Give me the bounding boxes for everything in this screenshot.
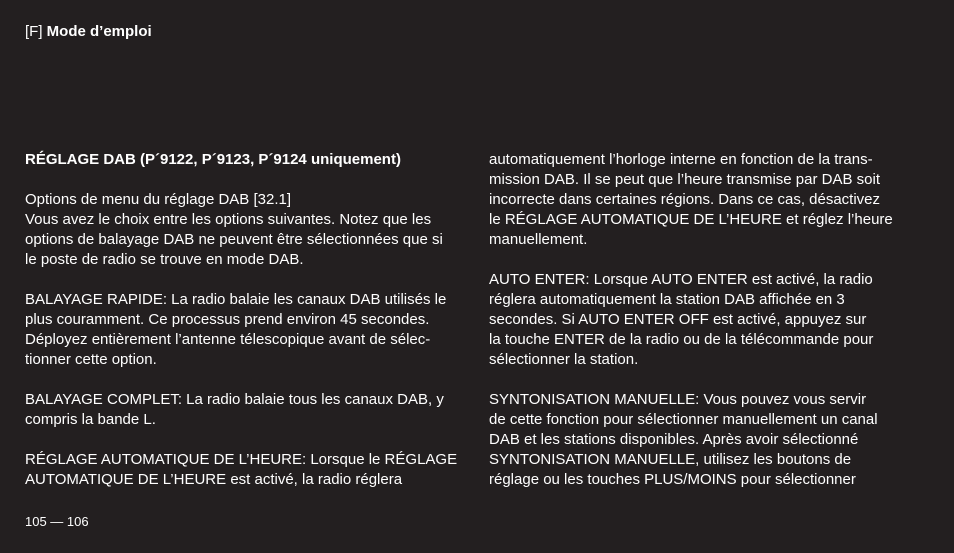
left-column-text: Options de menu du réglage DAB [32.1] Vous avez le choix entre les options suivantes. Notez que les options de balayage DAB ne peuvent être sélectionnées que si le poste de radio se trouve en mode DAB. BALAYAGE RAPIDE: La radio balaie les canaux DAB utilisés le plus couramment. Ce processus prend environ 45 secondes. Déployez entièrement l’antenne télescopique avant de sélec- tionner cette option. BALAYAGE COMPLET: La radio balaie tous les canaux DAB, y compris la bande L. RÉGLAGE AUTOMATIQUE DE L’HEURE: Lorsque le RÉGLAGE AUTOMATIQUE DE L’HEURE est activé, la radio réglera — [25, 191, 458, 488]
page-header — [25, 22, 152, 42]
section-tag: [F] — [25, 23, 43, 40]
right-column — [489, 150, 929, 490]
left-column — [25, 150, 470, 490]
page-numbers: 105 — 106 — [25, 514, 89, 529]
section-heading: RÉGLAGE DAB (P´9122, P´9123, P´9124 uniquement) — [25, 151, 401, 168]
right-column-text: automatiquement l’horloge interne en fonction de la trans- mission DAB. Il se peut que l’heure transmise par DAB soit incorrecte dans certaines régions. Dans ce cas, désactivez le RÉGLAGE AUTOMATIQUE DE L’HEURE et réglez l’heure manuellement. AUTO ENTER: Lorsque AUTO ENTER est activé, la radio réglera automatiquement la station DAB affichée en 3 secondes. Si AUTO ENTER OFF est activé, appuyez sur la touche ENTER de la radio ou de la télécommande pour sélectionner la station. SYNTONISATION MANUELLE: Vous pouvez vous servir de cette fonction pour sélectionner manuellement un canal DAB et les stations disponibles. Après avoir sélectionné SYNTONISATION MANUELLE, utilisez les boutons de réglage ou les touches PLUS/MOINS pour sélectionner — [489, 151, 893, 488]
header-title: Mode d’emploi — [46, 23, 152, 40]
